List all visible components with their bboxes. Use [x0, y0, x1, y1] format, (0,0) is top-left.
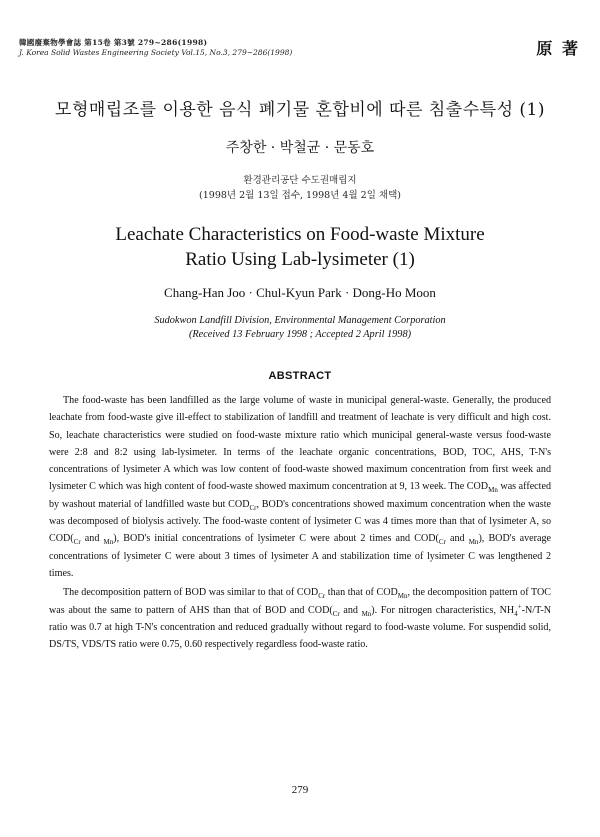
abstract-text: -N/T-N ratio was 0.7 at high T-N's concentration and reduced gradually without regard to food-waste volume. For suspendid solid, DS/TS, VDS/TS ratio were 0.75, 0.60 respectively regardless food-waste ratio.	[49, 604, 551, 651]
article-type-label: 原 著	[536, 39, 580, 58]
abstract-text: ). For nitrogen characteristics, NH	[371, 604, 515, 616]
subscript: Cr	[73, 538, 81, 547]
abstract-text: , the decomposition pattern of TOC was about the same to pattern of AHS than that of BOD and COD(	[49, 587, 551, 616]
subscript: Mn	[488, 486, 498, 495]
abstract-text: ), BOD's initial concentrations of lysimeter C were about 2 times and COD(	[113, 533, 439, 545]
title-english	[0, 222, 600, 272]
page-number: 279	[291, 784, 309, 796]
affiliation-block-korean	[0, 173, 600, 203]
abstract-text: and	[445, 533, 469, 545]
title-english-line2: Ratio Using Lab-lysimeter (1)	[185, 249, 415, 270]
dates-korean: (1998년 2월 13일 접수, 1998년 4월 2일 채택)	[199, 190, 401, 201]
abstract-text: The decomposition pattern of BOD was similar to that of COD	[63, 587, 319, 599]
abstract-text: and	[339, 604, 362, 616]
abstract-text: ), BOD's average concentrations of lysimeter C were about 3 times of lysimeter A and stabilization time of lysimeter C was lengthened 2 times.	[49, 533, 551, 579]
abstract-body	[49, 392, 551, 653]
authors-korean: 주창한 · 박철균 · 문동호	[225, 140, 375, 156]
journal-header	[19, 38, 292, 58]
affiliation-english: Sudokwon Landfill Division, Environmental Management Corporation	[154, 315, 446, 326]
subscript: Mn	[397, 592, 408, 601]
subscript: 4	[514, 609, 518, 618]
abstract-heading: ABSTRACT	[268, 370, 332, 382]
abstract-text: was affected by washout material of landfilled waste but COD	[49, 481, 551, 510]
authors-english: Chang-Han Joo · Chul-Kyun Park · Dong-Ho Moon	[164, 285, 436, 300]
journal-citation-en: J. Korea Solid Wastes Engineering Society Vol.15, No.3, 279~286(1998)	[19, 48, 293, 57]
subscript: Mn	[468, 538, 479, 547]
abstract-text: The food-waste has been landfilled as the large volume of waste in municipal general-waste. Generally, the produced leachate from food-waste give ill-effect to stabilization of landfill and treatment of leachate is very difficult and high cost. So, leachate characteristics were studied on food-waste mixture ratio which municipal general-waste versus food-waste were 2:8 and 8:2 using lab-lysimeter. In terms of the leachate organic concentrations, BOD, TOC, AHS, T-N's concentrations of lysimeter A which was low content of food-waste showed maximum concentration from first week and lysimeter C which was high content of food-waste showed maximum concentration at 9, 13 week. The COD	[49, 395, 551, 493]
subscript: Mn	[103, 538, 114, 547]
abstract-paragraph-1	[49, 392, 551, 582]
abstract-text: than that of COD	[325, 587, 398, 599]
affiliation-korean: 환경관리공단 수도권매립지	[243, 175, 357, 186]
subscript: Cr	[249, 503, 257, 512]
subscript: Cr	[438, 538, 446, 547]
journal-citation-kr: 韓國廢棄物學會誌 第15卷 第3號 279~286(1998)	[19, 38, 208, 47]
superscript: +	[517, 602, 522, 611]
abstract-text: and	[80, 533, 104, 545]
subscript: Mn	[361, 609, 372, 618]
subscript: Cr	[332, 609, 340, 618]
abstract-paragraph-2	[49, 584, 551, 653]
dates-english: (Received 13 February 1998 ; Accepted 2 April 1998)	[188, 329, 412, 340]
title-korean: 모형매립조를 이용한 음식 폐기물 혼합비에 따른 침출수특성 (1)	[55, 100, 545, 120]
title-english-line1: Leachate Characteristics on Food-waste Mixture	[115, 224, 485, 245]
abstract-text: , BOD's concentrations showed maximum concentration when the waste was decomposed of biolysis actively. The food-waste content of lysimeter C was 4 times more than that of lysimeter A, so COD(	[49, 498, 551, 545]
affiliation-block-english	[0, 314, 600, 342]
subscript: Cr	[318, 592, 326, 601]
